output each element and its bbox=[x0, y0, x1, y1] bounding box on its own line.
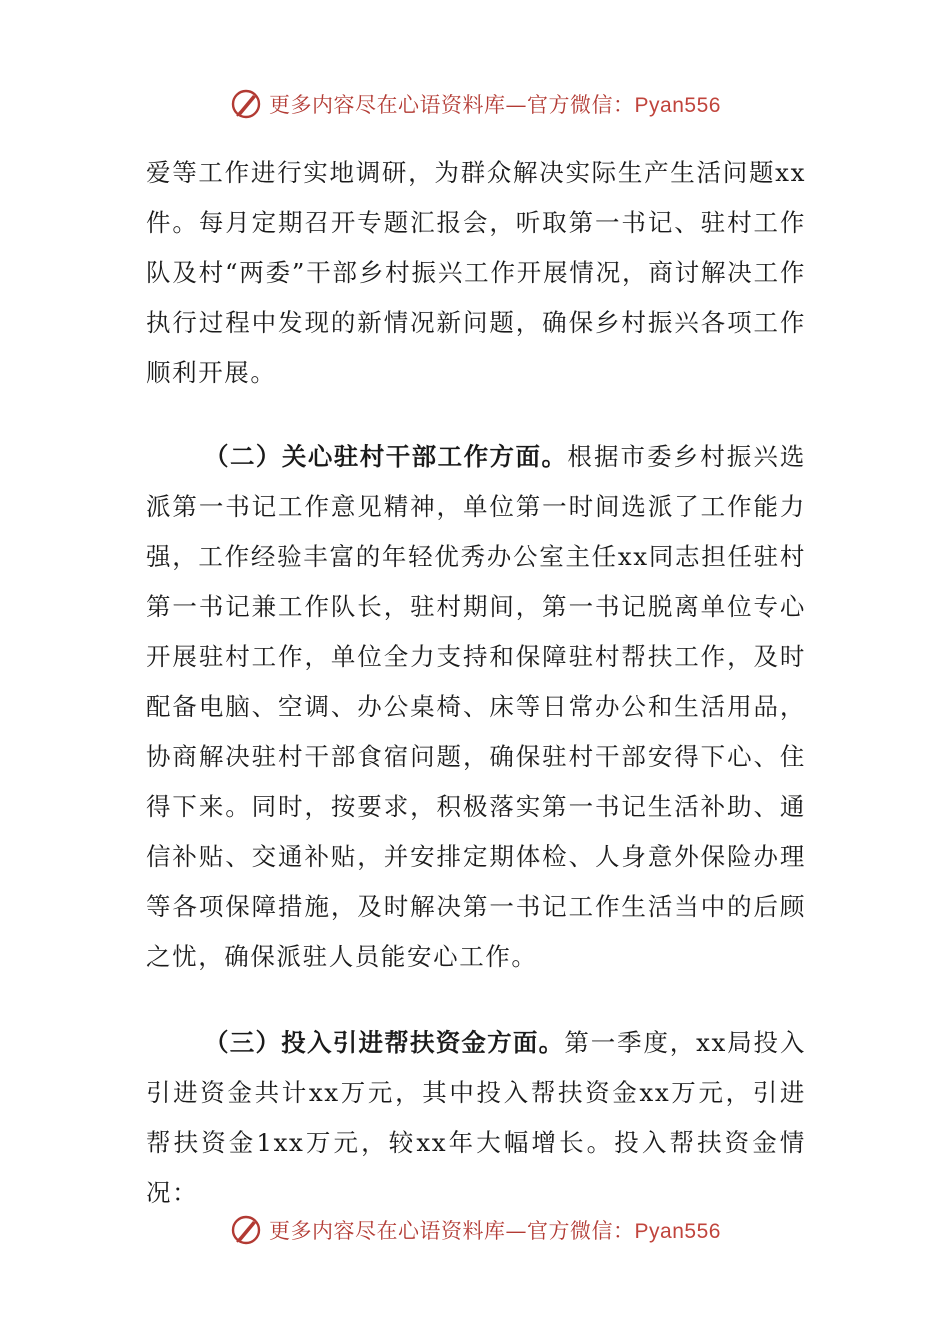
footer-watermark bbox=[0, 1210, 950, 1250]
header-watermark bbox=[0, 84, 950, 124]
quill-pen-circle-icon bbox=[229, 87, 263, 121]
watermark-text: 更多内容尽在心语资料库—官方微信：Pyan556 bbox=[269, 1219, 721, 1243]
watermark-text: 更多内容尽在心语资料库—官方微信：Pyan556 bbox=[269, 93, 721, 117]
paragraph-continued: 爱等工作进行实地调研，为群众解决实际生产生活问题xx件。每月定期召开专题汇报会，听取第一书记、驻村工作队及村“两委”干部乡村振兴工作开展情况，商讨解决工作执行过程中发现的新情况新问题，确保乡村振兴各项工作顺利开展。 bbox=[146, 158, 806, 387]
document-body bbox=[146, 148, 806, 1218]
section-heading: （二）关心驻村干部工作方面。 bbox=[204, 442, 568, 471]
paragraph-funding: （三）投入引进帮扶资金方面。第一季度，xx局投入引进资金共计xx万元，其中投入帮扶资金xx万元，引进帮扶资金1xx万元，较xx年大幅增长。投入帮扶资金情况： bbox=[146, 1028, 807, 1207]
paragraph-cadre-support: （二）关心驻村干部工作方面。根据市委乡村振兴选派第一书记工作意见精神，单位第一时间选派了工作能力强，工作经验丰富的年轻优秀办公室主任xx同志担任驻村第一书记兼工作队长，驻村期间，第一书记脱离单位专心开展驻村工作，单位全力支持和保障驻村帮扶工作，及时配备电脑、空调、办公桌椅、床等日常办公和生活用品，协商解决驻村干部食宿问题，确保驻村干部安得下心、住得下来。同时，按要求，积极落实第一书记生活补助、通信补贴、交通补贴，并安排定期体检、人身意外保险办理等各项保障措施，及时解决第一书记工作生活当中的后顾之忧，确保派驻人员能安心工作。 bbox=[146, 442, 806, 971]
section-heading: （三）投入引进帮扶资金方面。 bbox=[204, 1028, 565, 1057]
quill-pen-circle-icon bbox=[229, 1213, 263, 1247]
